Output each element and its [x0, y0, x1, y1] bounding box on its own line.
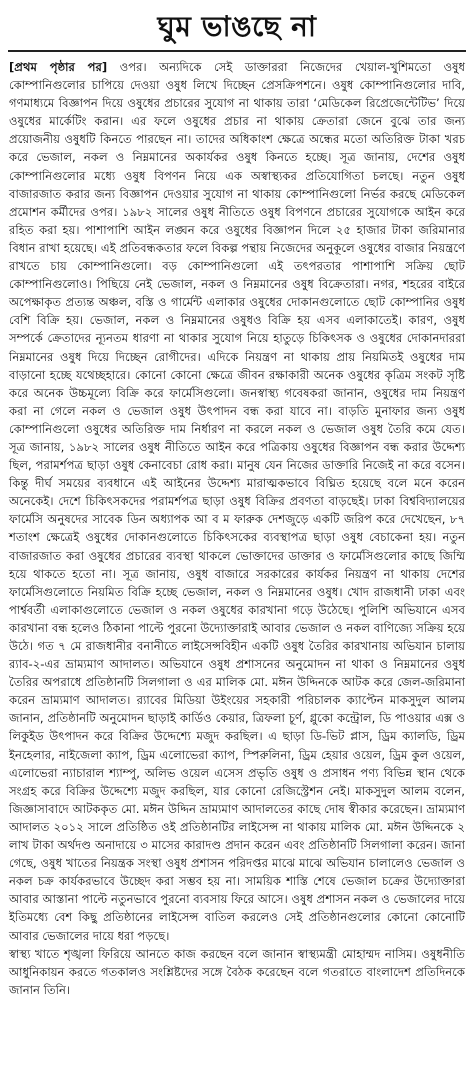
article-body: [6, 58, 468, 1058]
news-clipping: [6, 6, 468, 1065]
article-paragraph-1: [9, 58, 465, 945]
headline-bar: [8, 6, 466, 52]
article-headline: ঘুম ভাঙছে না: [157, 9, 317, 43]
paragraph-1-text: ওপর। অন্যদিকে সেই ডাক্তাররা নিজেদের খেয়াল-খুশিমতো ওষুধ কোম্পানিগুলোর চাপিয়ে দেওয়া ওষুধ লিখে দিচ্ছেন প্রেসক্রিপশনে। ওষুধ কোম্পানিগুলোর দাবি, গণমাধ্যমে বিজ্ঞাপন দিয়ে ওষুধের প্রচারের সুযোগ না থাকায় তারা ‘মেডিকেল রিপ্রেজেন্টেটিভ’ দিয়ে ওষুধের মার্কেটিং করান। এর ফলে ওষুধের প্রচার না থাকায় ক্রেতারা জেনে বুঝে তার জন্য প্রয়োজনীয় ওষুধটি কিনতে পারছেন না। তাদের অধিকাংশ ক্ষেত্রে অন্ধের মতো অতিরিক্ত টাকা খরচ করে ভেজাল, নকল ও নিম্নমানের অকার্যকর ওষুধ কিনতে হচ্ছে। সূত্র জানায়, দেশের ওষুধ কোম্পানিগুলোর মধ্যে ওষুধ বিপণন নিয়ে এক অস্বাস্থ্যকর প্রতিযোগিতা চলছে। নতুন ওষুধ বাজারজাত করার জন্য বিজ্ঞাপন দেওয়ার সুযোগ না থাকায় কোম্পানিগুলো নির্ভর করছে মেডিকেল প্রমোশন কর্মীদের ওপর। ১৯৮২ সালের ওষুধ নীতিতে ওষুধ বিপণনে প্রচারের সুযোগকে আইন করে রহিত করা হয়। পাশাপাশি আইন লঙ্ঘন করে ওষুধের বিজ্ঞাপন দিলে ২৫ হাজার টাকা জরিমানার বিধান রাখা হয়েছে। এই প্রতিবন্ধকতার ফলে বিকল্প পন্থায় নিজেদের অনুকূলে ওষুধের বাজার নিয়ন্ত্রণে রাখতে চায় কোম্পানিগুলো। বড় কোম্পানিগুলো এই তৎপরতার পাশাপাশি সক্রিয় ছোট কোম্পানিগুলোও। পিছিয়ে নেই ভেজাল, নকল ও নিম্নমানের ওষুধ বিক্রেতারা। নগর, শহরের বাইরে অপেক্ষাকৃত প্রত্যন্ত অঞ্চল, বস্তি ও গার্মেন্ট এলাকার ওষুধের দোকানগুলোতে ছোট কোম্পানির ওষুধ বেশি বিক্রি হয়। ভেজাল, নকল ও নিম্নমানের ওষুধও বিক্রি হয় এসব এলাকাতেই। কারণ, ওষুধ সম্পর্কে ক্রেতাদের ন্যূনতম ধারণা না থাকার সুযোগ নিয়ে হাতুড়ে চিকিৎসক ও ওষুধের দোকানদাররা নিম্নমানের ওষুধ দিয়ে দিচ্ছেন রোগীদের। এদিকে নিয়ন্ত্রণ না থাকায় প্রায় নিয়মিতই ওষুধের দাম বাড়ানো হচ্ছে যথেচ্ছহারে। কোনো কোনো ক্ষেত্রে জীবন রক্ষাকারী অনেক ওষুধের কৃত্রিম সংকট সৃষ্টি করে অনেক উচ্চমূল্যে বিক্রি করে ফার্মেসিগুলো। জনস্বাস্থ্য গবেষকরা জানান, ওষুধের দাম নিয়ন্ত্রণ করা না গেলে নকল ও ভেজাল ওষুধ উৎপাদন বন্ধ করা যাবে না। বাড়তি মুনাফার জন্য ওষুধ কোম্পানিগুলো ওষুধের অতিরিক্ত দাম নির্ধারণ না করলে নকল ও ভেজাল ওষুধ তৈরি কমে যেত। সূত্র জানায়, ১৯৮২ সালের ওষুধ নীতিতে আইন করে পত্রিকায় ওষুধের বিজ্ঞাপন বন্ধ করার উদ্দেশ্য ছিল, পরামর্শপত্র ছাড়া ওষুধ কেনাবেচা রোধ করা। মানুষ যেন নিজের ডাক্তারি নিজেই না করে বসেন। কিন্তু দীর্ঘ সময়ের ব্যবধানে এই আইনের উদ্দেশ্য মারাত্মকভাবে বিঘ্নিত হয়েছে বলে মনে করেন অনেকেই। দেশে চিকিৎসকদের পরামর্শপত্র ছাড়া ওষুধ বিক্রির প্রবণতা বাড়ছেই। ঢাকা বিশ্ববিদ্যালয়ের ফার্মেসি অনুষদের সাবেক ডিন অধ্যাপক আ ব ম ফারুক দেশজুড়ে একটি জরিপ করে দেখেছেন, ৮৭ শতাংশ ক্ষেত্রেই ওষুধের দোকানগুলোতে চিকিৎসকের ব্যবস্থাপত্র ছাড়া ওষুধ বেচাকেনা হয়। নতুন বাজারজাত করা ওষুধের প্রচারের ব্যবস্থা থাকলে ভোক্তাদের ডাক্তার ও ফার্মেসিগুলোর কাছে জিম্মি হয়ে থাকতে হতো না। সূত্র জানায়, ওষুধ বাজারে সরকারের কার্যকর নিয়ন্ত্রণ না থাকায় দেশের ফার্মেসিগুলোতে নিয়মিত বিক্রি হচ্ছে ভেজাল, নকল ও নিম্নমানের ওষুধ। খোদ রাজধানী ঢাকা এবং পার্শ্ববর্তী এলাকাগুলোতে ভেজাল ও নকল ওষুধের কারখানা গড়ে উঠেছে। পুলিশি অভিযানে এসব কারখানা বন্ধ হলেও ঠিকানা পাল্টে পুরনো উদ্যোক্তারাই আবার ভেজাল ও নকল বাণিজ্যে সক্রিয় হয়ে উঠে। গত ৭ মে রাজধানীর বনানীতে লাইসেন্সবিহীন একটি ওষুধ তৈরির কারখানায় অভিযান চালায় র‌্যাব-২-এর ভ্রাম্যমাণ আদালত। অভিযানে ওষুধ প্রশাসনের অনুমোদন না থাকা ও নিম্নমানের ওষুধ তৈরির অপরাধে প্রতিষ্ঠানটি সিলগালা ও এর মালিক মো. মঈন উদ্দিনকে আটক করে জেল-জরিমানা করেন ভ্রাম্যমাণ আদালত। র‌্যাবের মিডিয়া উইংয়ের সহকারী পরিচালক ক্যাপ্টেন মাকসুদুল আলম জানান, প্রতিষ্ঠানটি অনুমোদন ছাড়াই কার্ডিও কেয়ার, ত্রিফলা চূর্ণ, গ্লুকো কন্ট্রোল, ডি পাওয়ার এক্স ও লিকুইড উৎপাদন করে বিক্রির উদ্দেশ্যে মজুদ করছিল। এ ছাড়া ডি-ভিট প্লাস, ড্রিম ক্যালডি, ড্রিম ইনহেলার, নাইজেলা ক্যাপ, ড্রিম এলোভেরা ক্যাপ, স্পিরুলিনা, ড্রিম হেয়ার ওয়েল, ড্রিম কুল ওয়েল, এলোভেরা ন্যাচারাল শ্যাম্পু, অলিভ ওয়েল এসেস প্রভৃতি ওষুধ ও প্রসাধন পণ্য বিভিন্ন স্থান থেকে সংগ্রহ করে বিক্রির উদ্দেশ্যে মজুদ করছিল, যার কোনো রেজিস্ট্রেশন নেই। মাকসুদুল আলম বলেন, জিজ্ঞাসাবাদে আটককৃত মো. মঈন উদ্দিন ভ্রাম্যমাণ আদালতের কাছে দোষ স্বীকার করেছেন। ভ্রাম্যমাণ আদালত ২০১২ সালে প্রতিষ্ঠিত ওই প্রতিষ্ঠানটির লাইসেন্স না থাকায় মালিক মো. মঈন উদ্দিনকে ২ লাখ টাকা অর্থদণ্ড অনাদায়ে ৩ মাসের কারাদণ্ড প্রদান করেন এবং প্রতিষ্ঠানটি সিলগালা করেন। জানা গেছে, ওষুধ খাতের নিয়ন্ত্রক সংস্থা ওষুধ প্রশাসন পরিদপ্তর মাঝে মাঝে অভিযান চালালেও ভেজাল ও নকল চক্র কার্যকরভাবে উচ্ছেদ করা সম্ভব হয় না। সাময়িক শাস্তি শেষে ভেজাল চক্রের উদ্যোক্তারা আবার আস্তানা পাল্টে নতুনভাবে পুরনো ব্যবসায় ফিরে আসে। ওষুধ প্রশাসন নকল ও ভেজালের দায়ে ইতিমধ্যে বেশ কিছু প্রতিষ্ঠানের লাইসেন্স বাতিল করলেও সেই প্রতিষ্ঠানগুলোর কোনো কোনোটি আবার ভেজালের দায়ে ধরা পড়ছে।: [9, 60, 466, 943]
article-paragraph-2: স্বাস্থ্য খাতে শৃঙ্খলা ফিরিয়ে আনতে কাজ করছেন বলে জানান স্বাস্থ্যমন্ত্রী মোহাম্মদ নাসিম। ওষুধনীতি আধুনিকায়ন করতে গতকালও সংশ্লিষ্টদের সঙ্গে বৈঠক করেছেন বলে গতরাতে বাংলাদেশ প্রতিদিনকে জানান তিনি।: [9, 946, 465, 997]
continuation-tag: [প্রথম পৃষ্ঠার পর]: [9, 60, 108, 74]
